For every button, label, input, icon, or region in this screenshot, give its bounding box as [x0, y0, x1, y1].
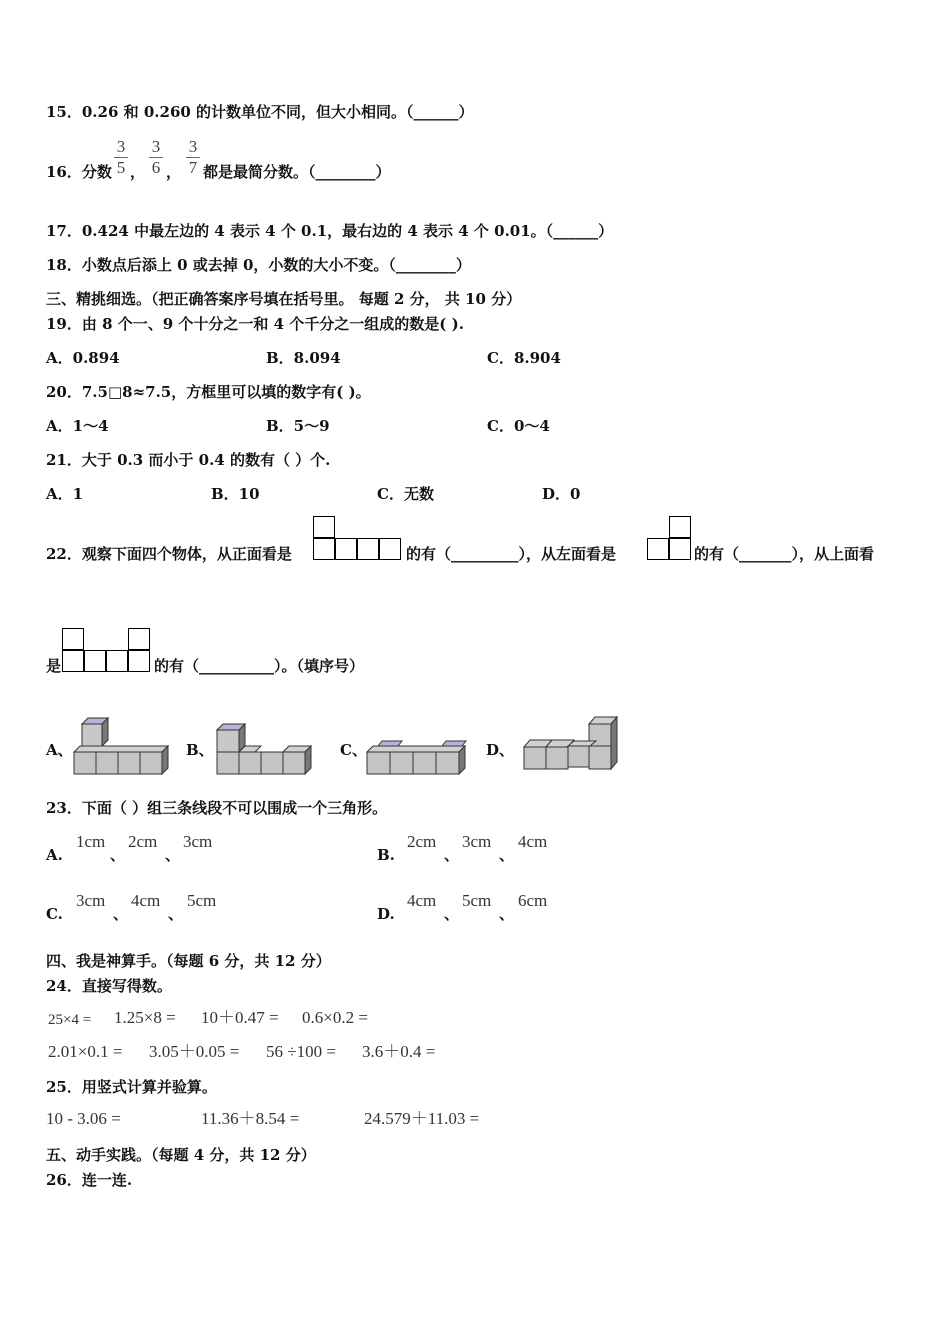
calc-item: 25×4 =	[48, 1012, 92, 1028]
question-16-prefix: 16．分数	[46, 163, 112, 181]
fraction-1-numerator: 3	[114, 137, 128, 158]
question-15: 15．0.26 和 0.260 的计数单位不同，但大小相同。（______）	[46, 103, 474, 121]
fraction-1	[114, 137, 128, 178]
question-23: 23．下面（ ）组三条线段不可以围成一个三角形。	[46, 799, 388, 817]
cube-option-c-label: C、	[340, 741, 367, 759]
segment-separator: 、	[113, 905, 129, 923]
fraction-3-denominator: 7	[188, 158, 198, 177]
question-17: 17．0.424 中最左边的 4 表示 4 个 0.1，最右边的 4 表示 4 个 0.01。（______）	[46, 222, 614, 240]
q21-option-b: B．10	[211, 485, 260, 503]
q19-option-a: A．0.894	[46, 349, 120, 367]
q23-option-d-label: D.	[377, 905, 395, 923]
question-25: 25．用竖式计算并验算。	[46, 1078, 217, 1096]
calc-item: 3.05＋0.05 =	[149, 1042, 240, 1061]
segment-length: 4cm	[407, 891, 437, 910]
question-22-part4: 是	[46, 657, 62, 675]
segment-separator: 、	[444, 905, 460, 923]
cube-figure-c	[364, 736, 474, 778]
segment-length: 6cm	[518, 891, 548, 910]
fraction-1-denominator: 5	[116, 158, 126, 177]
section-4-heading: 四、我是神算手。（每题 6 分，共 12 分）	[46, 952, 331, 970]
section-3-heading: 三、精挑细选。（把正确答案序号填在括号里。 每题 2 分， 共 10 分）	[46, 290, 522, 308]
calc-item: 0.6×0.2 =	[302, 1008, 368, 1027]
cube-figure-b	[212, 718, 322, 778]
top-view-figure	[62, 628, 152, 674]
question-22-part2: 的有（_________），从左面看是	[406, 545, 617, 563]
q23-option-c-label: C.	[46, 905, 63, 923]
segment-length: 3cm	[183, 832, 213, 851]
segment-separator: 、	[499, 846, 515, 864]
q21-option-c: C．无数	[377, 485, 434, 503]
cube-option-d-label: D、	[486, 741, 515, 759]
q23-option-a-label: A.	[46, 846, 63, 864]
question-26: 26．连一连.	[46, 1171, 133, 1189]
q20-option-c: C．0～4	[487, 417, 550, 435]
q23-option-b-label: B.	[377, 846, 395, 864]
question-18: 18．小数点后添上 0 或去掉 0，小数的大小不变。（________）	[46, 256, 471, 274]
front-view-figure	[313, 516, 405, 562]
section-5-heading: 五、动手实践。（每题 4 分，共 12 分）	[46, 1146, 316, 1164]
fraction-3-numerator: 3	[186, 137, 200, 158]
segment-length: 1cm	[76, 832, 106, 851]
q21-option-d: D．0	[542, 485, 581, 503]
calc-item: 3.6＋0.4 =	[362, 1042, 436, 1061]
segment-separator: 、	[444, 846, 460, 864]
segment-separator: 、	[165, 846, 181, 864]
cube-option-a-label: A、	[46, 741, 73, 759]
fraction-separator: ，	[166, 163, 182, 181]
segment-length: 5cm	[187, 891, 217, 910]
cube-option-b-label: B、	[186, 741, 214, 759]
question-22-part1: 22．观察下面四个物体，从正面看是	[46, 545, 292, 563]
question-24: 24．直接写得数。	[46, 977, 172, 995]
vertical-calc-item: 11.36＋8.54 =	[201, 1109, 300, 1128]
question-19: 19．由 8 个一、9 个十分之一和 4 个千分之一组成的数是( ).	[46, 315, 464, 333]
q21-option-a: A．1	[46, 485, 84, 503]
segment-separator: 、	[499, 905, 515, 923]
question-22-part3: 的有（_______），从上面看	[694, 545, 875, 563]
question-20: 20．7.5□8≈7.5，方框里可以填的数字有( )。	[46, 383, 371, 401]
fraction-2-numerator: 3	[149, 137, 163, 158]
segment-length: 2cm	[407, 832, 437, 851]
segment-length: 3cm	[76, 891, 106, 910]
fraction-separator: ，	[130, 163, 146, 181]
segment-length: 2cm	[128, 832, 158, 851]
left-view-figure	[647, 516, 693, 562]
segment-length: 5cm	[462, 891, 492, 910]
segment-length: 4cm	[518, 832, 548, 851]
vertical-calc-item: 10 - 3.06 =	[46, 1109, 121, 1128]
segment-separator: 、	[168, 905, 184, 923]
segment-length: 3cm	[462, 832, 492, 851]
calc-item: 2.01×0.1 =	[48, 1042, 123, 1061]
fraction-3	[186, 137, 200, 178]
q20-option-a: A．1～4	[46, 417, 109, 435]
fraction-2-denominator: 6	[151, 158, 161, 177]
segment-separator: 、	[110, 846, 126, 864]
cube-figure-a	[72, 714, 172, 778]
q19-option-b: B．8.094	[266, 349, 341, 367]
vertical-calc-item: 24.579＋11.03 =	[364, 1109, 480, 1128]
question-21: 21．大于 0.3 而小于 0.4 的数有（ ）个.	[46, 451, 331, 469]
cube-figure-d	[520, 714, 630, 776]
calc-item: 10＋0.47 =	[201, 1008, 279, 1027]
calc-item: 56 ÷100 =	[266, 1042, 336, 1061]
q19-option-c: C．8.904	[487, 349, 561, 367]
fraction-2	[149, 137, 163, 178]
question-16-suffix: 都是最简分数。（________）	[203, 163, 391, 181]
q20-option-b: B．5～9	[266, 417, 330, 435]
question-22-part5: 的有（__________）。（填序号）	[154, 657, 365, 675]
calc-item: 1.25×8 =	[114, 1008, 176, 1027]
segment-length: 4cm	[131, 891, 161, 910]
